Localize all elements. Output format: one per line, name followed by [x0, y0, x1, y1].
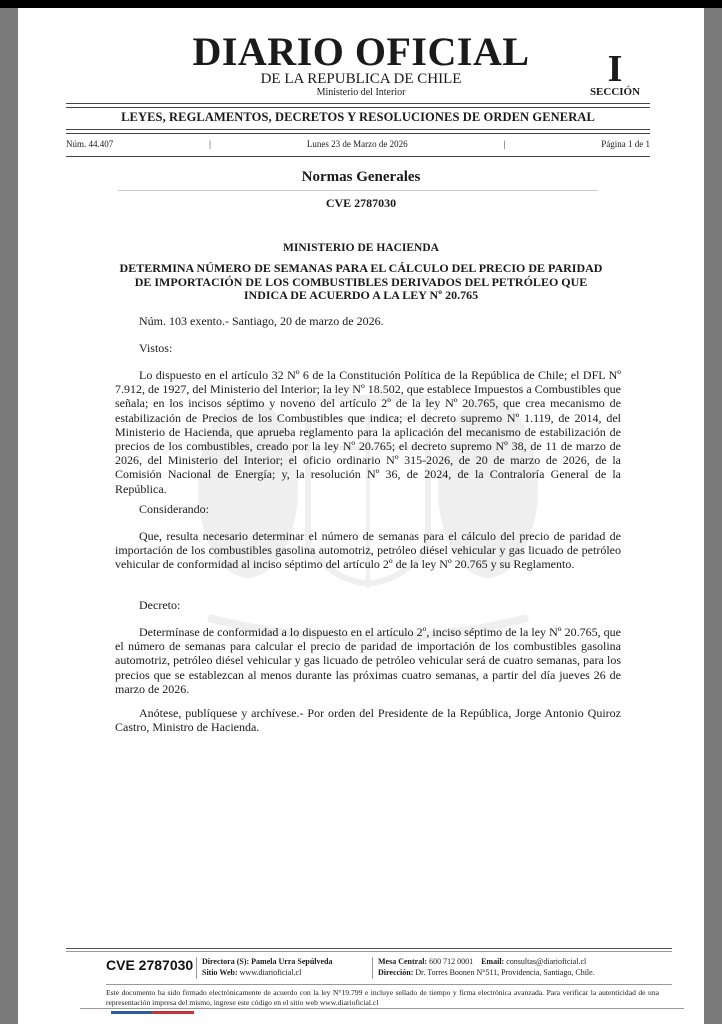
meta-separator: | — [209, 139, 211, 149]
footer-separator — [196, 957, 197, 979]
website-label: Sitio Web: — [202, 968, 238, 977]
footer-rule-bottom — [80, 1008, 684, 1009]
issue-meta-row — [66, 139, 650, 149]
issue-number: Núm. 44.407 — [66, 139, 114, 149]
cve-code: CVE 2787030 — [325, 196, 397, 210]
address-text: Dr. Torres Boonen N°511, Providencia, Santiago, Chile. — [415, 968, 595, 977]
document-title: DETERMINA NÚMERO DE SEMANAS PARA EL CÁLCULO DEL PRECIO DE PARIDAD DE IMPORTACIÓN DE LOS COMBUSTIBLES DERIVADOS DEL PETRÓLEO QUE INDICA DE ACUERDO A LA LEY Nº 20.765 — [119, 261, 603, 302]
email-link[interactable]: consultas@diarioficial.cl — [506, 957, 587, 966]
document-page — [18, 8, 704, 1024]
header-rule-top — [66, 103, 650, 108]
decreto-paragraph: Determínase de conformidad a lo dispuesto en el artículo 2º, inciso séptimo de la ley Nº 20.765, que el número de semanas para calcular el precio de paridad de importación de los combustibles gasolina automotriz, petróleo diésel vehicular y gas licuado de petróleo vehicular será de cuatro semanas, para los precios que se establezcan al menos durante las próximas cuatro semanas, a partir del día jueves 26 de marzo de 2026. — [115, 625, 621, 696]
flag-stripe-red — [152, 1011, 194, 1014]
vistos-paragraph: Lo dispuesto en el artículo 32 Nº 6 de la Constitución Política de la República de Chile; el DFL Nº 7.912, de 1927, del Ministerio del Interior; la ley Nº 18.502, que establece Impuestos a Combustibles que señala; en los incisos séptimo y noveno del artículo 2º de la ley Nº 20.765, que crea mecanismo de estabilización de Precios de los Combustibles que indica; el decreto supremo Nº 1.119, de 2014, del Ministerio de Hacienda, que aprueba reglamento para la aplicación del mecanismo de estabilización de precios de los combustibles, creado por la ley Nº 20.765; el decreto supremo Nº 38, de 11 de marzo de 2026, del Ministerio del Interior; el oficio ordinario Nº 315-2026, de 20 de marzo de 2026, de la Comisión Nacional de Energía; y, la resolución Nº 36, de 2024, de la Contraloría General de la República. — [115, 368, 621, 496]
top-black-bar — [0, 0, 722, 8]
footer-cve-code: CVE 2787030 — [106, 957, 194, 973]
newspaper-ministry: Ministerio del Interior — [316, 87, 406, 98]
newspaper-subtitle: DE LA REPUBLICA DE CHILE — [260, 71, 462, 87]
footer-legal-text: Este documento ha sido firmado electrónicamente de acuerdo con la ley N°19.799 e incluye sellado de tiempo y firma electrónica avanzada. Para verificar la autenticidad de una representación impresa del mismo, ingrese este código en el sitio web www.diarioficial.cl — [106, 988, 659, 1007]
norms-rule — [118, 190, 598, 191]
norms-heading: Normas Generales — [301, 169, 421, 185]
header-rule-middle — [66, 129, 650, 134]
header-rule-bottom — [66, 156, 650, 157]
footer-contact-block — [378, 956, 595, 978]
decreto-label: Decreto: — [139, 598, 181, 612]
decree-reference: Núm. 103 exento.- Santiago, 20 de marzo de 2026. — [139, 314, 384, 328]
newspaper-title: DIARIO OFICIAL — [192, 29, 530, 74]
phone-label: Mesa Central: — [378, 957, 428, 966]
vistos-label: Vistos: — [139, 341, 173, 355]
director-label: Directora (S): — [202, 957, 250, 966]
section-numeral: I — [607, 48, 623, 90]
section-label: SECCIÓN — [589, 86, 641, 98]
footer-separator — [372, 957, 373, 979]
considerando-paragraph: Que, resulta necesario determinar el número de semanas para el cálculo del precio de paridad de importación de los combustibles gasolina automotriz, petróleo diésel vehicular y gas licuado de petróleo vehicular de conformidad al inciso séptimo del artículo 2º de la ley Nº 20.765 y su Reglamento. — [115, 529, 621, 572]
category-heading: LEYES, REGLAMENTOS, DECRETOS Y RESOLUCIONES DE ORDEN GENERAL — [121, 110, 595, 124]
flag-stripe-blue — [111, 1011, 152, 1014]
meta-separator: | — [503, 139, 506, 149]
issuing-ministry: MINISTERIO DE HACIENDA — [283, 242, 439, 254]
footer-director-block — [202, 956, 333, 978]
phone-number: 600 712 0001 — [429, 957, 474, 966]
footer-rule-middle — [106, 984, 672, 985]
issue-date: Lunes 23 de Marzo de 2026 — [306, 139, 408, 149]
email-label: Email: — [481, 957, 505, 966]
closing-paragraph: Anótese, publíquese y archívese.- Por orden del Presidente de la República, Jorge Antonio Quiroz Castro, Ministro de Hacienda. — [115, 706, 621, 735]
website-link[interactable]: www.diarioficial.cl — [239, 968, 302, 977]
footer-rule-top — [66, 948, 672, 952]
address-label: Dirección: — [378, 968, 414, 977]
page-indicator: Página 1 de 1 — [601, 139, 650, 149]
director-name: Pamela Urra Sepúlveda — [251, 957, 333, 966]
considerando-label: Considerando: — [139, 502, 209, 516]
